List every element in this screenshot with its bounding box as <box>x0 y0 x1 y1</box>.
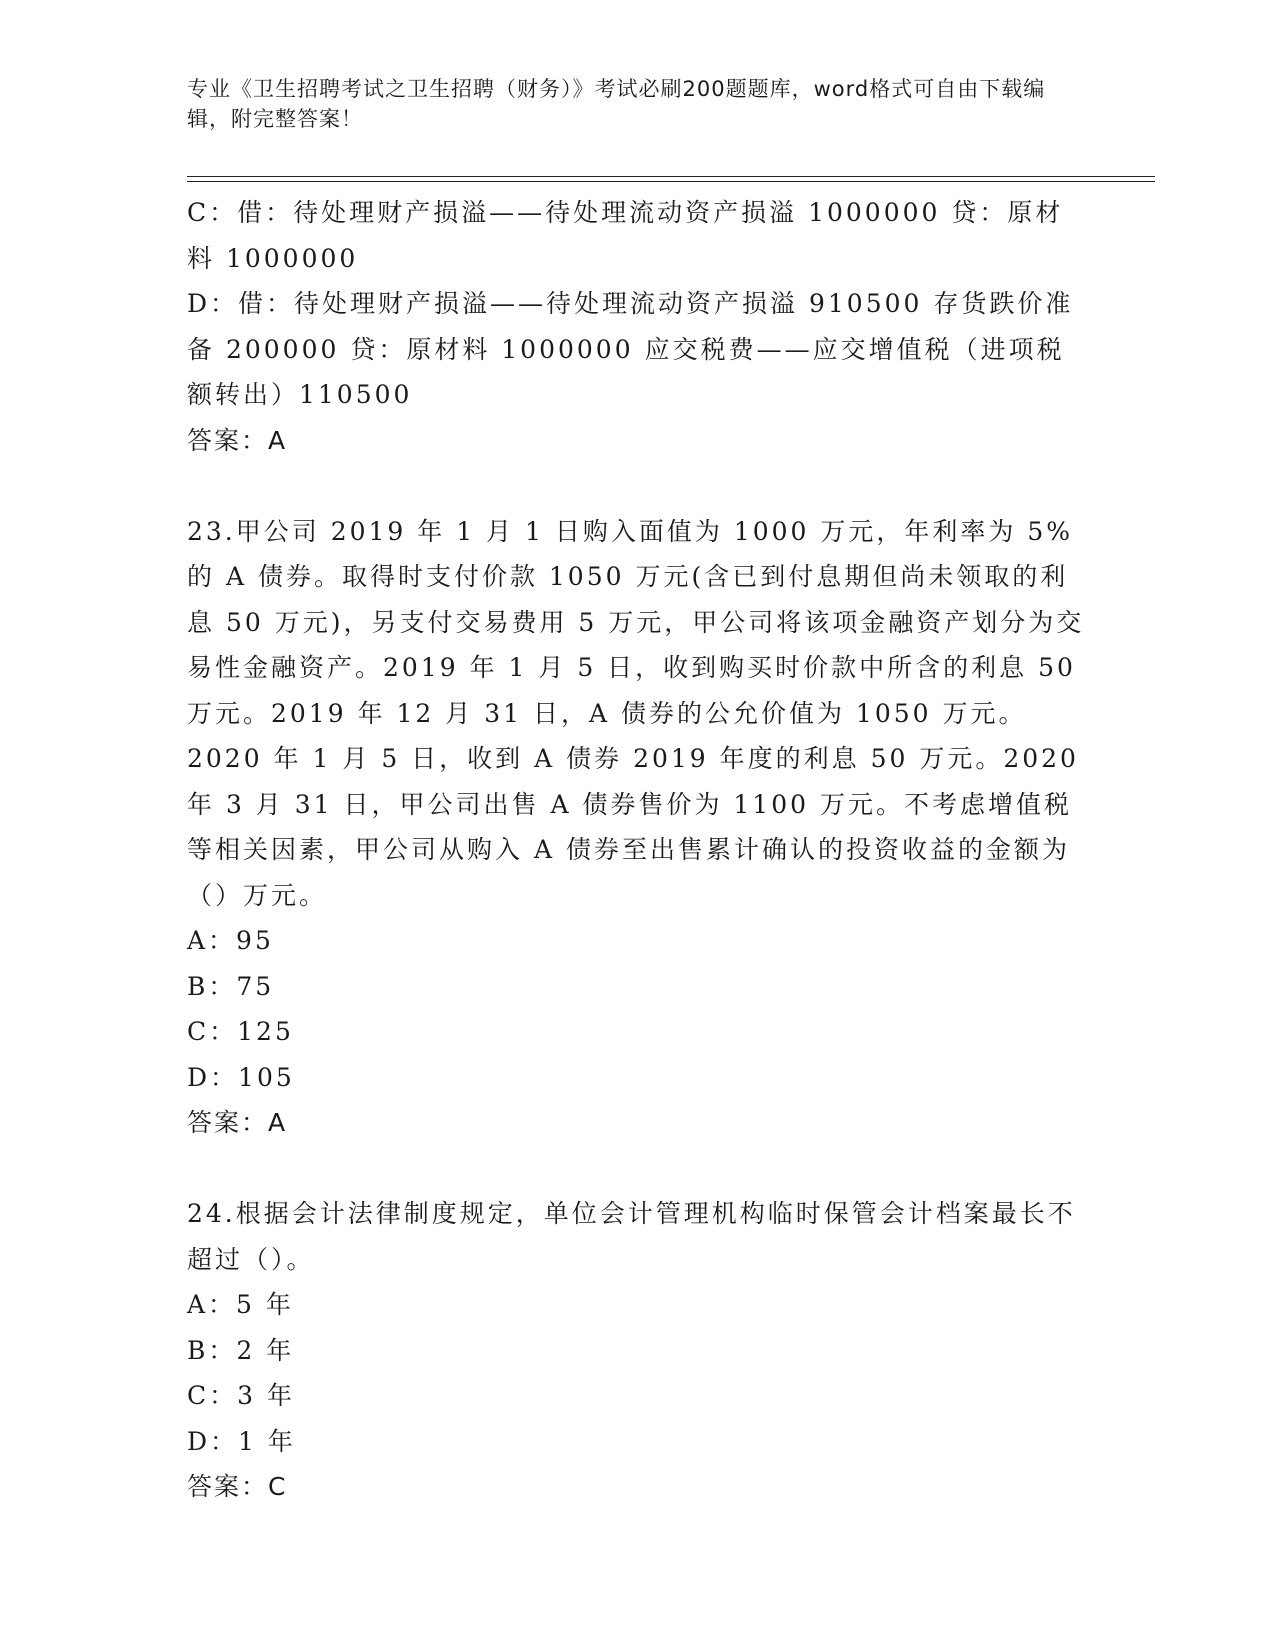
q24-option-a: A：5 年 <box>187 1290 294 1319</box>
q23-option-c: C：125 <box>187 1017 294 1046</box>
header-rule-bottom <box>187 181 1155 182</box>
q23-option-b: B：75 <box>187 971 275 1001</box>
spacer <box>187 1146 1087 1192</box>
q23-stem: 23.甲公司 2019 年 1 月 1 日购入面值为 1000 万元，年利率为 5%的 A 债券。取得时支付价款 1050 万元(含已到付息期但尚未领取的利息 50 万元)，另支付交易费用 5 万元，甲公司将该项金融资产划分为交易性金融资产。2019 年 1 月 5 日，收到购买时价款中所含的利息 50 万元。2019 年 12 月 31 日，A 债券的公允价值为 1050 万元。2020 年 1 月 5 日，收到 A 债券 2019 年度的利息 50 万元。2020 年 3 月 31 日，甲公司出售 A 债券售价为 1100 万元。不考虑增值税等相关因素，甲公司从购入 A 债券至出售累计确认的投资收益的金额为（）万元。 <box>187 516 1085 910</box>
q24-answer: 答案：C <box>187 1472 288 1501</box>
q24-option-b: B：2 年 <box>187 1335 295 1365</box>
q24-option-d: D：1 年 <box>187 1426 296 1456</box>
q23-option-d: D：105 <box>187 1062 295 1092</box>
header-rule-top <box>187 176 1155 177</box>
q22-option-c: C：借：待处理财产损溢——待处理流动资产损溢 1000000 贷：原材料 1000000 <box>187 198 1064 273</box>
q22-option-d: D：借：待处理财产损溢——待处理流动资产损溢 910500 存货跌价准备 200000 贷：原材料 1000000 应交税费——应交增值税（进项税额转出）110500 <box>187 289 1074 409</box>
q24-stem: 24.根据会计法律制度规定，单位会计管理机构临时保管会计档案最长不超过（）。 <box>187 1199 1076 1274</box>
q22-answer: 答案：A <box>187 425 288 455</box>
q23-answer: 答案：A <box>187 1108 288 1137</box>
q23-option-a: A：95 <box>187 926 274 955</box>
spacer <box>187 463 1087 509</box>
page-header: 专业《卫生招聘考试之卫生招聘（财务）》考试必刷200题题库，word格式可自由下载编辑，附完整答案！ <box>187 77 1046 131</box>
q24-option-c: C：3 年 <box>187 1381 295 1410</box>
document-body <box>187 190 1087 1510</box>
